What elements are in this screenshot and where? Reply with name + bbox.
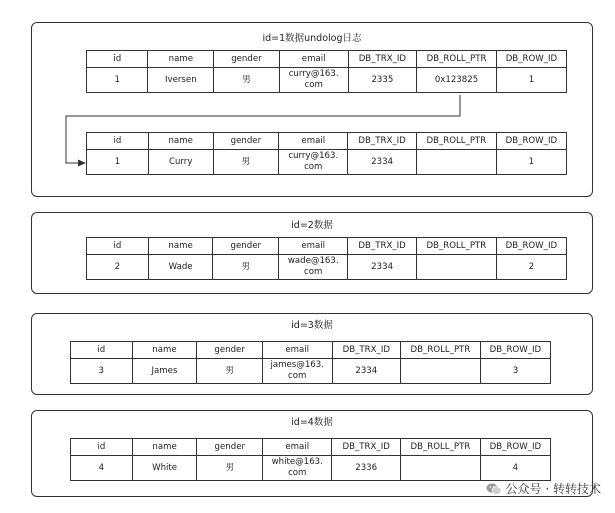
column-header-db-row-id: DB_ROW_ID xyxy=(496,238,566,255)
cell-name: Curry xyxy=(148,150,213,175)
column-header-email: email xyxy=(263,439,332,456)
cell-id: 1 xyxy=(87,150,149,175)
column-header-gender: gender xyxy=(214,51,280,68)
cell-id: 2 xyxy=(87,255,149,280)
cell-name: James xyxy=(132,359,197,384)
column-header-email: email xyxy=(279,133,348,150)
record-table xyxy=(70,438,551,481)
cell-email: curry@163. com xyxy=(279,68,348,93)
column-header-db-roll-ptr: DB_ROLL_PTR xyxy=(416,238,496,255)
column-header-gender: gender xyxy=(213,238,279,255)
cell-db-roll-ptr xyxy=(401,359,481,384)
cell-gender: 男 xyxy=(214,68,280,93)
cell-name: Wade xyxy=(148,255,213,280)
cell-id: 4 xyxy=(71,456,133,481)
cell-gender: 男 xyxy=(213,150,279,175)
column-header-db-roll-ptr: DB_ROLL_PTR xyxy=(401,342,481,359)
record-table-undolog xyxy=(86,132,567,175)
cell-db-roll-ptr xyxy=(416,150,496,175)
column-header-db-trx-id: DB_TRX_ID xyxy=(348,133,417,150)
column-header-name: name xyxy=(132,439,197,456)
cell-email: curry@163. com xyxy=(279,150,348,175)
column-header-id: id xyxy=(87,51,148,68)
cell-db-roll-ptr: 0x123825 xyxy=(417,68,497,93)
cell-db-row-id: 1 xyxy=(496,150,566,175)
cell-db-trx-id: 2334 xyxy=(348,255,417,280)
table-row xyxy=(87,150,567,175)
cell-email: white@163. com xyxy=(263,456,332,481)
column-header-db-row-id: DB_ROW_ID xyxy=(480,342,550,359)
column-header-db-trx-id: DB_TRX_ID xyxy=(332,342,401,359)
cell-db-trx-id: 2334 xyxy=(348,150,417,175)
cell-name: Iversen xyxy=(148,68,214,93)
column-header-db-roll-ptr: DB_ROLL_PTR xyxy=(417,51,497,68)
record-table xyxy=(86,237,567,280)
wechat-logo-icon xyxy=(486,482,502,496)
column-header-db-trx-id: DB_TRX_ID xyxy=(348,51,417,68)
cell-db-trx-id: 2336 xyxy=(332,456,401,481)
column-header-db-trx-id: DB_TRX_ID xyxy=(348,238,417,255)
column-header-name: name xyxy=(148,133,213,150)
cell-id: 1 xyxy=(87,68,148,93)
cell-gender: 男 xyxy=(213,255,279,280)
column-header-gender: gender xyxy=(197,439,263,456)
watermark xyxy=(486,480,601,497)
column-header-id: id xyxy=(71,439,133,456)
cell-db-trx-id: 2334 xyxy=(332,359,401,384)
cell-name: White xyxy=(132,456,197,481)
cell-db-roll-ptr xyxy=(400,456,480,481)
column-header-db-row-id: DB_ROW_ID xyxy=(496,133,566,150)
table-row xyxy=(87,255,567,280)
record-table xyxy=(70,341,551,384)
column-header-gender: gender xyxy=(197,342,263,359)
cell-db-row-id: 1 xyxy=(496,68,566,93)
watermark-text: 公众号 · 转转技术 xyxy=(505,482,601,496)
table-row xyxy=(87,68,567,93)
column-header-id: id xyxy=(71,342,133,359)
column-header-db-row-id: DB_ROW_ID xyxy=(496,51,566,68)
cell-email: james@163. com xyxy=(262,359,332,384)
column-header-db-roll-ptr: DB_ROLL_PTR xyxy=(400,439,480,456)
panel-title: id=1数据undolog日志 xyxy=(262,33,362,44)
cell-gender: 男 xyxy=(197,359,263,384)
table-row xyxy=(71,456,551,481)
cell-gender: 男 xyxy=(197,456,263,481)
cell-id: 3 xyxy=(71,359,133,384)
cell-db-row-id: 2 xyxy=(496,255,566,280)
column-header-db-row-id: DB_ROW_ID xyxy=(480,439,550,456)
column-header-id: id xyxy=(87,133,149,150)
column-header-id: id xyxy=(87,238,149,255)
cell-email: wade@163. com xyxy=(279,255,348,280)
column-header-db-roll-ptr: DB_ROLL_PTR xyxy=(416,133,496,150)
panel-title: id=2数据 xyxy=(291,220,333,231)
column-header-gender: gender xyxy=(213,133,279,150)
cell-db-roll-ptr xyxy=(416,255,496,280)
column-header-name: name xyxy=(148,238,213,255)
column-header-name: name xyxy=(132,342,197,359)
cell-db-row-id: 3 xyxy=(480,359,550,384)
record-table-current xyxy=(86,50,567,93)
cell-db-trx-id: 2335 xyxy=(348,68,417,93)
column-header-email: email xyxy=(262,342,332,359)
panel-title: id=3数据 xyxy=(291,320,333,331)
table-row xyxy=(71,359,551,384)
column-header-email: email xyxy=(279,51,348,68)
cell-db-row-id: 4 xyxy=(480,456,550,481)
panel-title: id=4数据 xyxy=(291,417,333,428)
column-header-db-trx-id: DB_TRX_ID xyxy=(332,439,401,456)
column-header-name: name xyxy=(148,51,214,68)
column-header-email: email xyxy=(279,238,348,255)
